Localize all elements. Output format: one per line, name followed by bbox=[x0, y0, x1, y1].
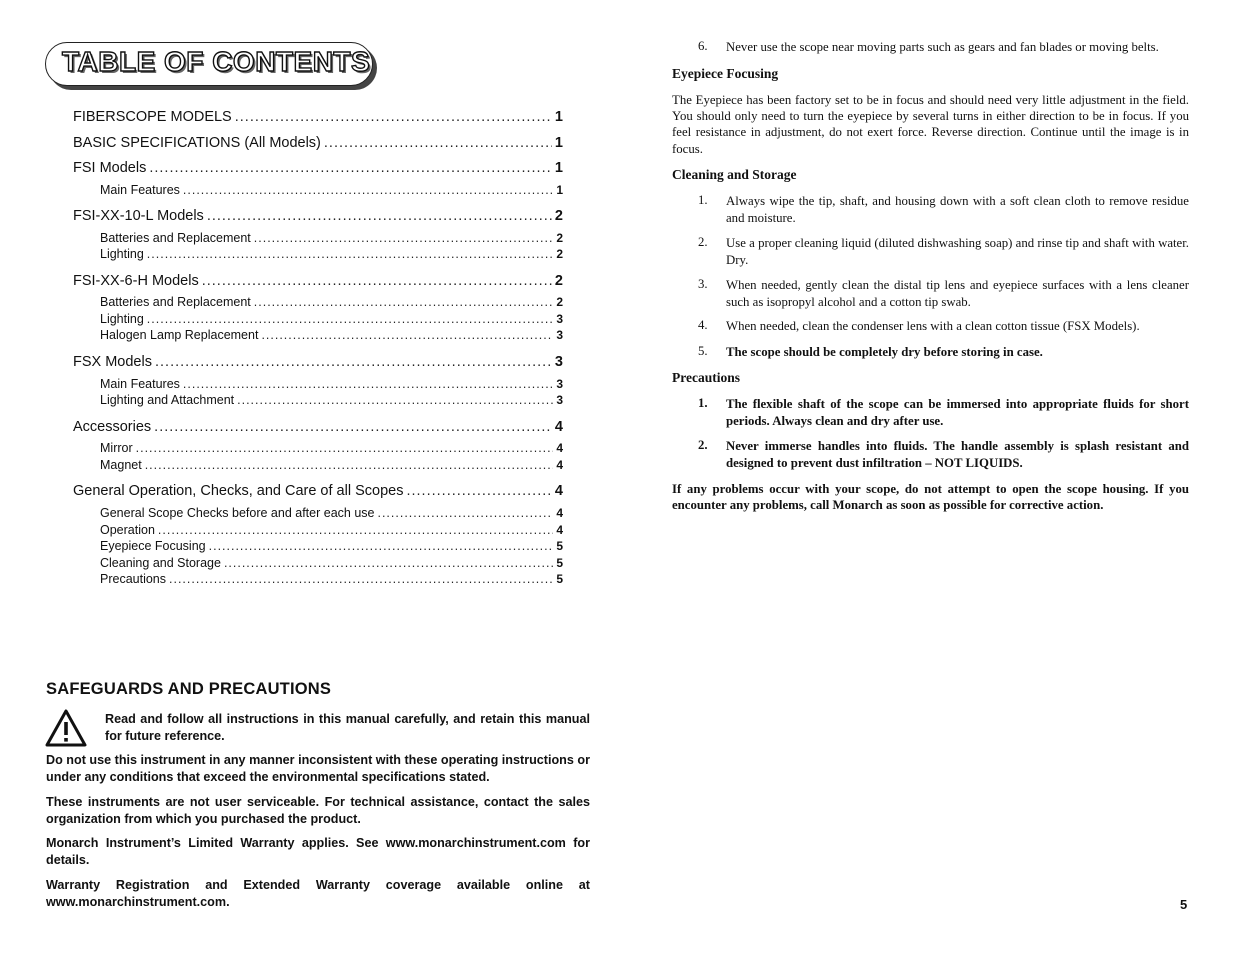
toc-subentry[interactable]: Precautions ..... 5 bbox=[73, 571, 563, 588]
toc-subentry[interactable]: Cleaning and Storage ..... 5 bbox=[73, 555, 563, 572]
toc-entry[interactable]: FSI-XX-10-L Models ..... 2 bbox=[73, 204, 563, 230]
list-number: 1. bbox=[698, 193, 708, 207]
toc-entry[interactable]: FSI-XX-6-H Models ..... 2 bbox=[73, 269, 563, 295]
list-item-text: When needed, clean the condenser lens with a clean cotton tissue (FSX Models). bbox=[726, 319, 1140, 333]
list-item-text: Never use the scope near moving parts such as gears and fan blades or moving belts. bbox=[726, 40, 1159, 54]
toc-subentry[interactable]: Magnet ..... 4 bbox=[73, 457, 563, 474]
warning-text: Read and follow all instructions in this manual carefully, and retain this manual for future reference. bbox=[105, 712, 590, 743]
eyepiece-heading: Eyepiece Focusing bbox=[672, 66, 779, 81]
list-number: 1. bbox=[698, 396, 708, 410]
toc-subentry[interactable]: Batteries and Replacement ..... 2 bbox=[73, 294, 563, 311]
toc-heading: TABLE OF CONTENTS bbox=[62, 46, 371, 77]
list-number: 2. bbox=[698, 235, 708, 249]
toc-subentry[interactable]: Main Features ..... 3 bbox=[73, 376, 563, 393]
list-number: 4. bbox=[698, 318, 708, 332]
list-number: 5. bbox=[698, 344, 708, 358]
toc-subentry[interactable]: Batteries and Replacement ..... 2 bbox=[73, 230, 563, 247]
list-item-text: Use a proper cleaning liquid (diluted dishwashing soap) and rinse tip and shaft with water. Dry. bbox=[726, 236, 1189, 267]
toc-subentry[interactable]: Lighting ..... 3 bbox=[73, 311, 563, 328]
toc-subentry[interactable]: Operation ..... 4 bbox=[73, 522, 563, 539]
safeguard-paragraph: Warranty Registration and Extended Warranty coverage available online at www.monarchinstrument.com. bbox=[46, 878, 590, 909]
list-number: 3. bbox=[698, 277, 708, 291]
warning-icon bbox=[45, 709, 87, 747]
toc-subentry[interactable]: Eyepiece Focusing ..... 5 bbox=[73, 538, 563, 555]
toc-entry[interactable]: FSI Models ..... 1 bbox=[73, 156, 563, 182]
cleaning-heading: Cleaning and Storage bbox=[672, 167, 797, 182]
toc-subentry[interactable]: Lighting and Attachment ..... 3 bbox=[73, 392, 563, 409]
table-of-contents bbox=[73, 105, 563, 588]
toc-subentry[interactable]: Lighting ..... 2 bbox=[73, 246, 563, 263]
list-item-text: The flexible shaft of the scope can be immersed into appropriate fluids for short periods. Always clean and dry after use. bbox=[726, 397, 1189, 428]
toc-entry[interactable]: BASIC SPECIFICATIONS (All Models) ..... 1 bbox=[73, 131, 563, 157]
toc-entry[interactable]: FIBERSCOPE MODELS ..... 1 bbox=[73, 105, 563, 131]
toc-heading-banner bbox=[45, 42, 373, 86]
safeguard-paragraph: Do not use this instrument in any manner inconsistent with these operating instructions or under any conditions that exceed the environmental specifications stated. bbox=[46, 753, 590, 784]
toc-entry[interactable]: General Operation, Checks, and Care of all Scopes ..... 4 bbox=[73, 479, 563, 505]
safeguard-paragraph: Monarch Instrument’s Limited Warranty applies. See www.monarchinstrument.com for details. bbox=[46, 836, 590, 867]
safeguards-title: SAFEGUARDS AND PRECAUTIONS bbox=[46, 680, 332, 698]
eyepiece-paragraph: The Eyepiece has been factory set to be in focus and should need very little adjustment in the field. You should only need to turn the eyepiece by several turns in either direction to be in focus. If you feel resistance in adjustment, do not exert force. Reverse direction. Continue until the image is in focus. bbox=[672, 93, 1189, 156]
list-item-text: Never immerse handles into fluids. The handle assembly is splash resistant and designed to prevent dust infiltration – NOT LIQUIDS. bbox=[726, 439, 1189, 470]
list-number: 2. bbox=[698, 438, 708, 452]
closing-paragraph: If any problems occur with your scope, do not attempt to open the scope housing. If you encounter any problems, call Monarch as soon as possible for corrective action. bbox=[672, 482, 1189, 513]
list-item-text: When needed, gently clean the distal tip lens and eyepiece surfaces with a lens cleaner such as isopropyl alcohol and a cotton tip swab. bbox=[726, 278, 1189, 309]
page-number: 5 bbox=[1180, 897, 1188, 912]
toc-subentry[interactable]: Main Features ..... 1 bbox=[73, 182, 563, 199]
toc-subentry[interactable]: Mirror ..... 4 bbox=[73, 440, 563, 457]
toc-entry[interactable]: Accessories ..... 4 bbox=[73, 415, 563, 441]
list-item-text: The scope should be completely dry before storing in case. bbox=[726, 345, 1043, 359]
toc-entry[interactable]: FSX Models ..... 3 bbox=[73, 350, 563, 376]
list-number: 6. bbox=[698, 39, 708, 53]
list-item-text: Always wipe the tip, shaft, and housing down with a soft clean cloth to remove residue and moisture. bbox=[726, 194, 1189, 225]
toc-subentry[interactable]: Halogen Lamp Replacement ..... 3 bbox=[73, 327, 563, 344]
safeguard-paragraph: These instruments are not user serviceable. For technical assistance, contact the sales organization from which you purchased the product. bbox=[46, 795, 590, 826]
precautions-heading: Precautions bbox=[672, 370, 740, 385]
toc-subentry[interactable]: General Scope Checks before and after each use ..... 4 bbox=[73, 505, 563, 522]
